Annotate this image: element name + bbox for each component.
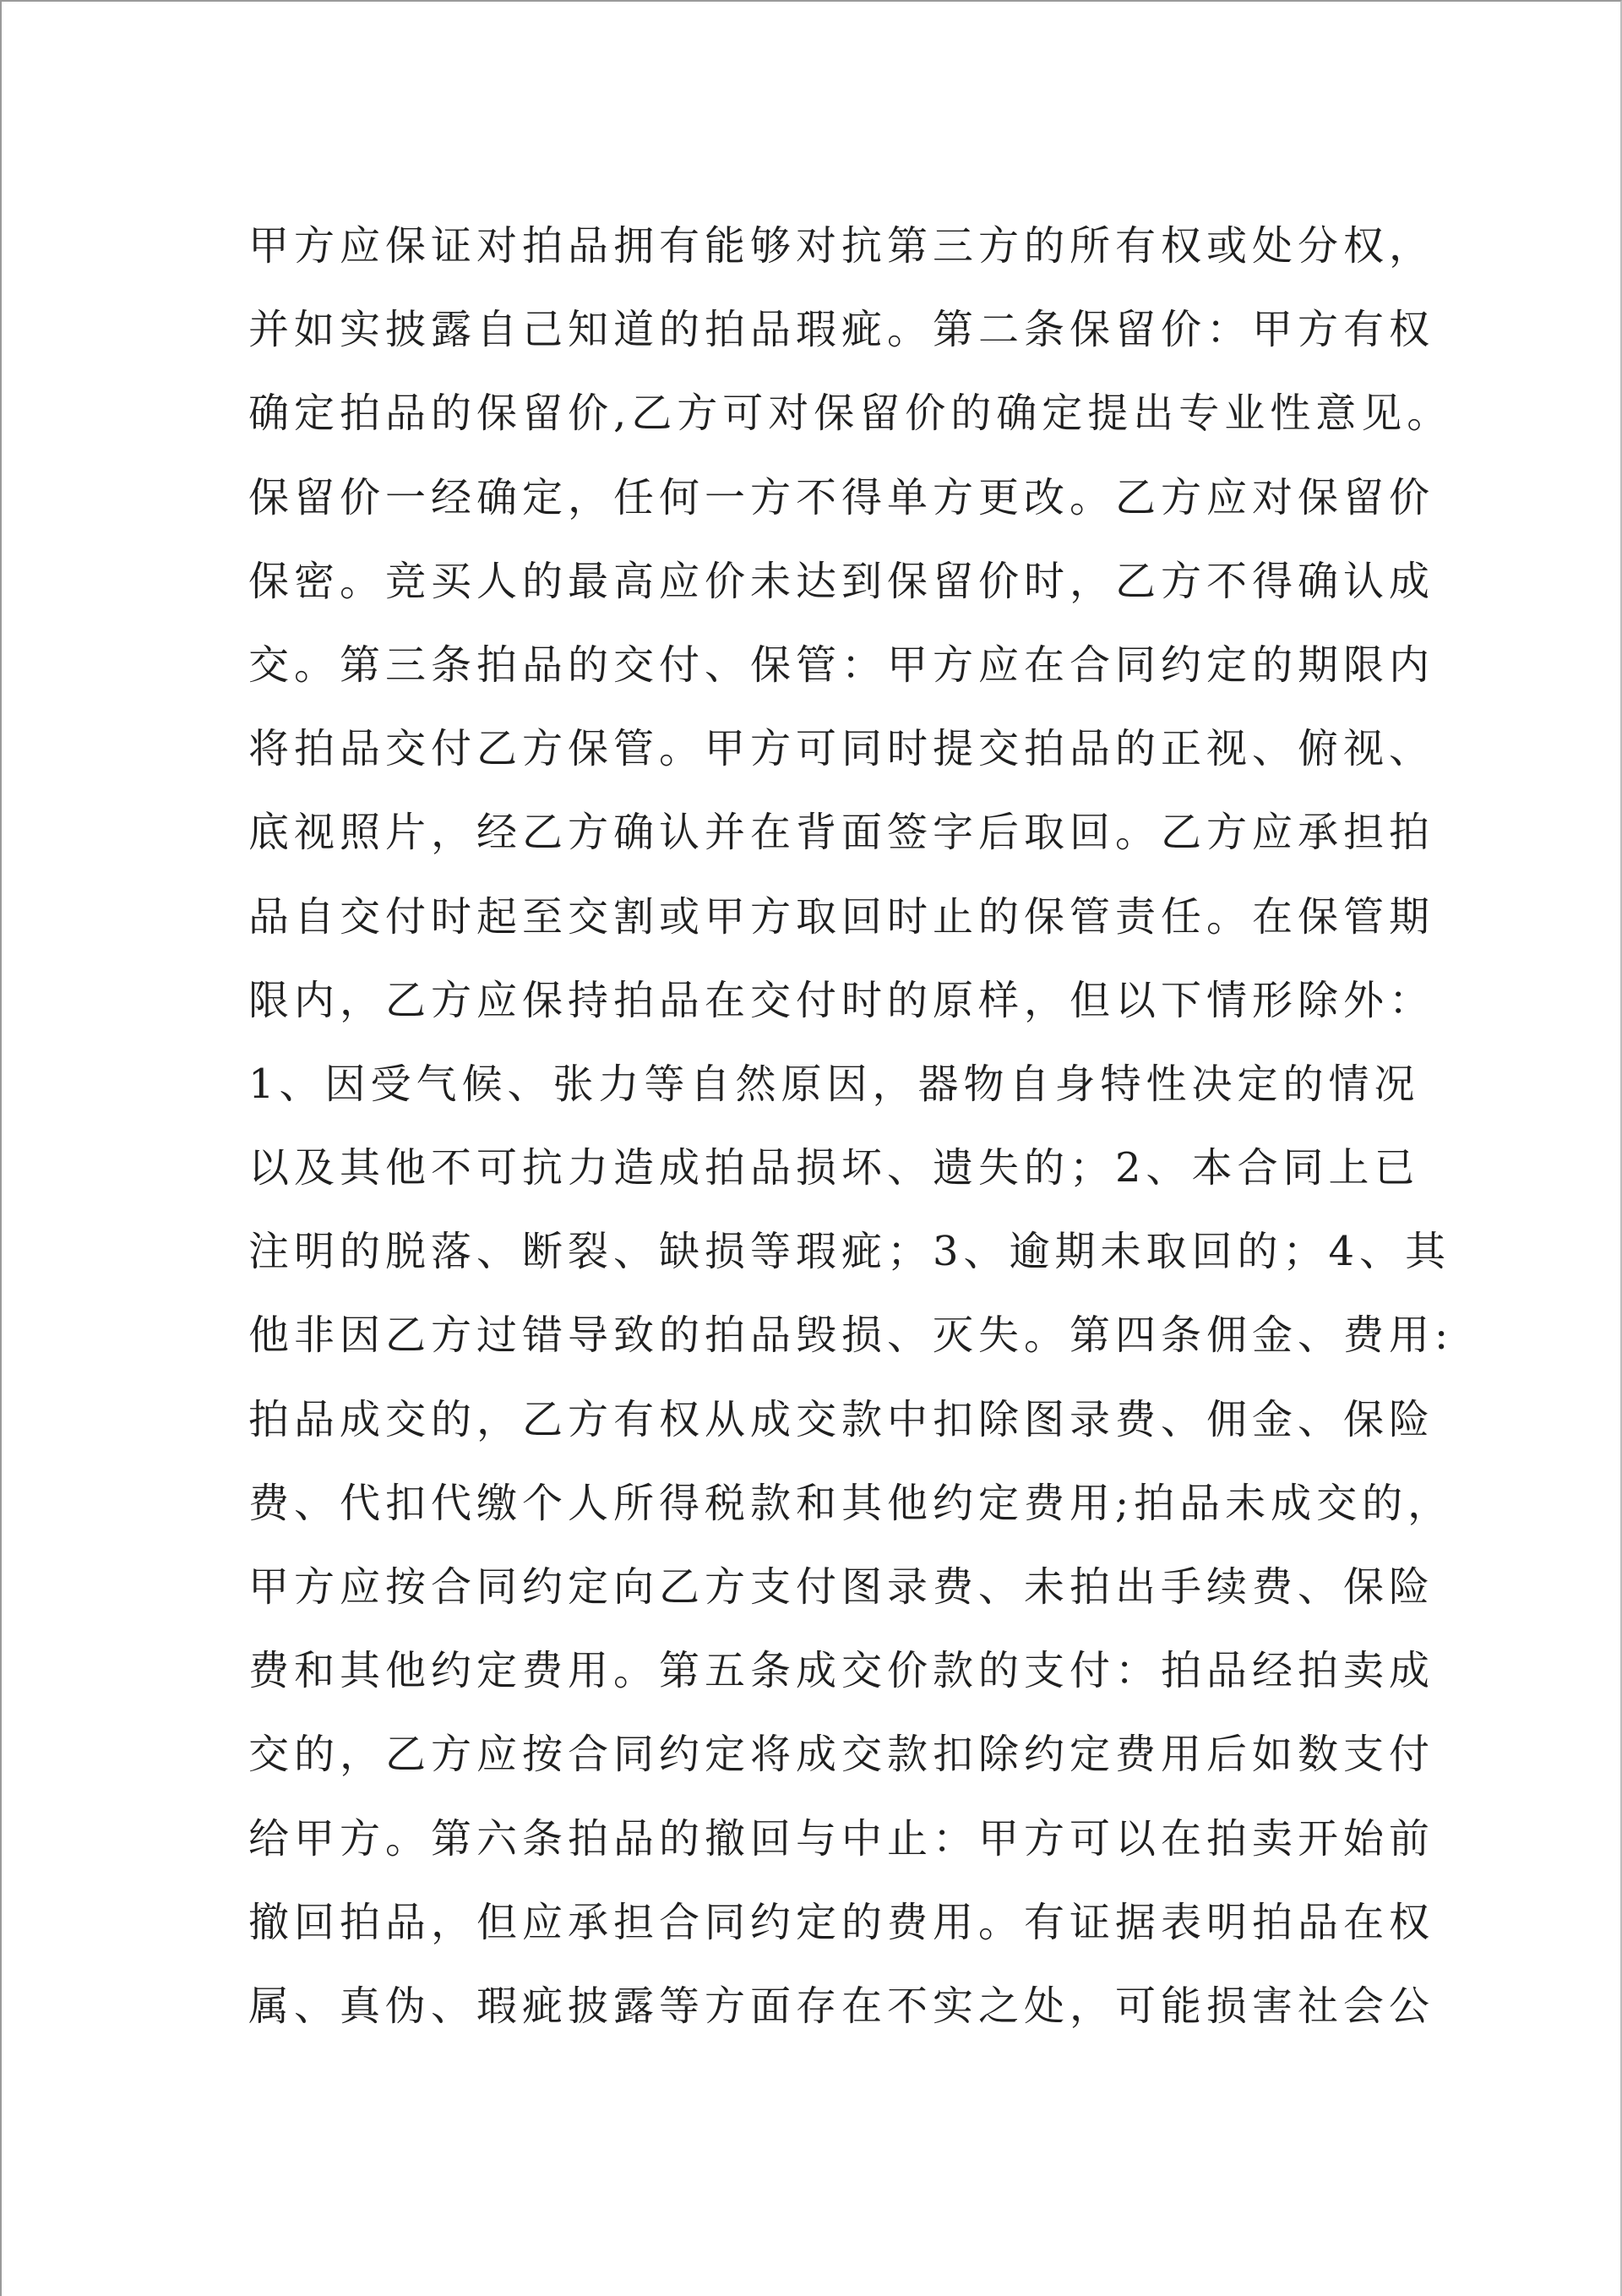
text-line: 撤回拍品，但应承担合同约定的费用。有证据表明拍品在权 <box>248 1898 1435 1946</box>
text-line: 交的，乙方应按合同约定将成交款扣除约定费用后如数支付 <box>248 1731 1435 1779</box>
text-line: 费和其他约定费用。第五条成交价款的支付：拍品经拍卖成 <box>248 1647 1435 1695</box>
text-line: 1、因受气候、张力等自然原因，器物自身特性决定的情况 <box>248 1060 1420 1108</box>
text-line: 交。第三条拍品的交付、保管：甲方应在合同约定的期限内 <box>248 641 1435 689</box>
text-line: 属、真伪、瑕疵披露等方面存在不实之处，可能损害社会公 <box>248 1982 1435 2030</box>
text-line: 甲方应保证对拍品拥有能够对抗第三方的所有权或处分权， <box>248 222 1435 270</box>
text-line: 将拍品交付乙方保管。甲方可同时提交拍品的正视、俯视、 <box>248 725 1435 773</box>
text-line: 限内，乙方应保持拍品在交付时的原样，但以下情形除外： <box>248 976 1435 1024</box>
text-line: 他非因乙方过错导致的拍品毁损、灭失。第四条佣金、费用: <box>248 1312 1454 1360</box>
text-line: 以及其他不可抗力造成拍品损坏、遗失的；2、本合同上已 <box>248 1144 1420 1192</box>
text-line: 保留价一经确定，任何一方不得单方更改。乙方应对保留价 <box>248 473 1435 521</box>
text-line: 品自交付时起至交割或甲方取回时止的保管责任。在保管期 <box>248 892 1435 941</box>
text-line: 注明的脱落、断裂、缺损等瑕疵；3、逾期未取回的；4、其 <box>248 1228 1451 1276</box>
text-line: 费、代扣代缴个人所得税款和其他约定费用;拍品未成交的， <box>248 1479 1454 1527</box>
text-line: 给甲方。第六条拍品的撤回与中止：甲方可以在拍卖开始前 <box>248 1814 1435 1862</box>
text-line: 确定拍品的保留价,乙方可对保留价的确定提出专业性意见。 <box>248 390 1453 438</box>
text-line: 保密。竞买人的最高应价未达到保留价时，乙方不得确认成 <box>248 557 1435 605</box>
contract-text <box>248 205 1454 2048</box>
text-line: 拍品成交的，乙方有权从成交款中扣除图录费、佣金、保险 <box>248 1395 1435 1443</box>
text-line: 甲方应按合同约定向乙方支付图录费、未拍出手续费、保险 <box>248 1563 1435 1611</box>
text-line: 并如实披露自己知道的拍品瑕疵。第二条保留价：甲方有权 <box>248 306 1435 354</box>
text-line: 底视照片，经乙方确认并在背面签字后取回。乙方应承担拍 <box>248 809 1435 857</box>
